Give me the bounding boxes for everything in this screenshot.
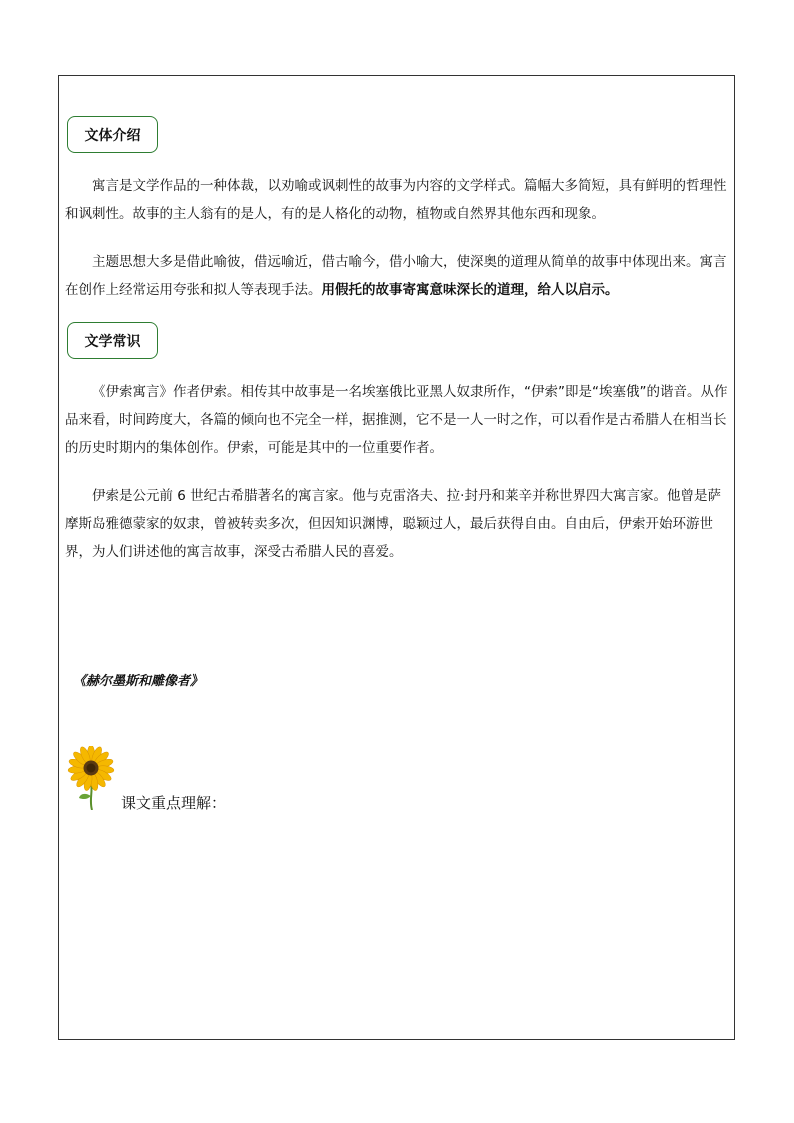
section-label-literary-knowledge: 文学常识 [67,322,158,359]
genre-paragraph-2 [65,248,729,304]
section-label-genre-intro: 文体介绍 [67,116,158,153]
key-understanding-label: 课文重点理解： [121,794,227,812]
content-frame [58,75,735,1040]
sunflower-icon [65,746,119,810]
knowledge-paragraph-1: 《伊索寓言》作者伊索。相传其中故事是一名埃塞俄比亚黑人奴隶所作，“伊索”即是“埃塞俄”的谐音。从作品来看，时间跨度大，各篇的倾向也不完全一样，据推测，它不是一人一时之作，可以看作是古希腊人在相当长的历史时期内的集体创作。伊索，可能是其中的一位重要作者。 [65,384,728,456]
genre-paragraph-1: 寓言是文学作品的一种体裁，以劝喻或讽刺性的故事为内容的文学样式。篇幅大多简短，具有鲜明的哲理性和讽刺性。故事的主人翁有的是人，有的是人格化的动物，植物或自然界其他东西和现象。 [65,178,727,222]
knowledge-paragraph-2: 伊索是公元前 6 世纪古希腊著名的寓言家。他与克雷洛夫、拉·封丹和莱辛并称世界四大寓言家。他曾是萨摩斯岛雅德蒙家的奴隶，曾被转卖多次，但因知识渊博，聪颖过人，最后获得自由。自由后，伊索开始环游世界，为人们讲述他的寓言故事，深受古希腊人民的喜爱。 [65,488,721,560]
genre-paragraph-2-bold: 用假托的故事寄寓意味深长的道理，给人以启示。 [321,282,619,298]
story-title: 《赫尔墨斯和雕像者》 [73,674,204,689]
genre-paragraph-2-text: 主题思想大多是借此喻彼，借远喻近，借古喻今，借小喻大，使深奥的道理从简单的故事中体现出来。寓言在创作上经常运用夸张和拟人等表现手法。 [65,254,727,298]
